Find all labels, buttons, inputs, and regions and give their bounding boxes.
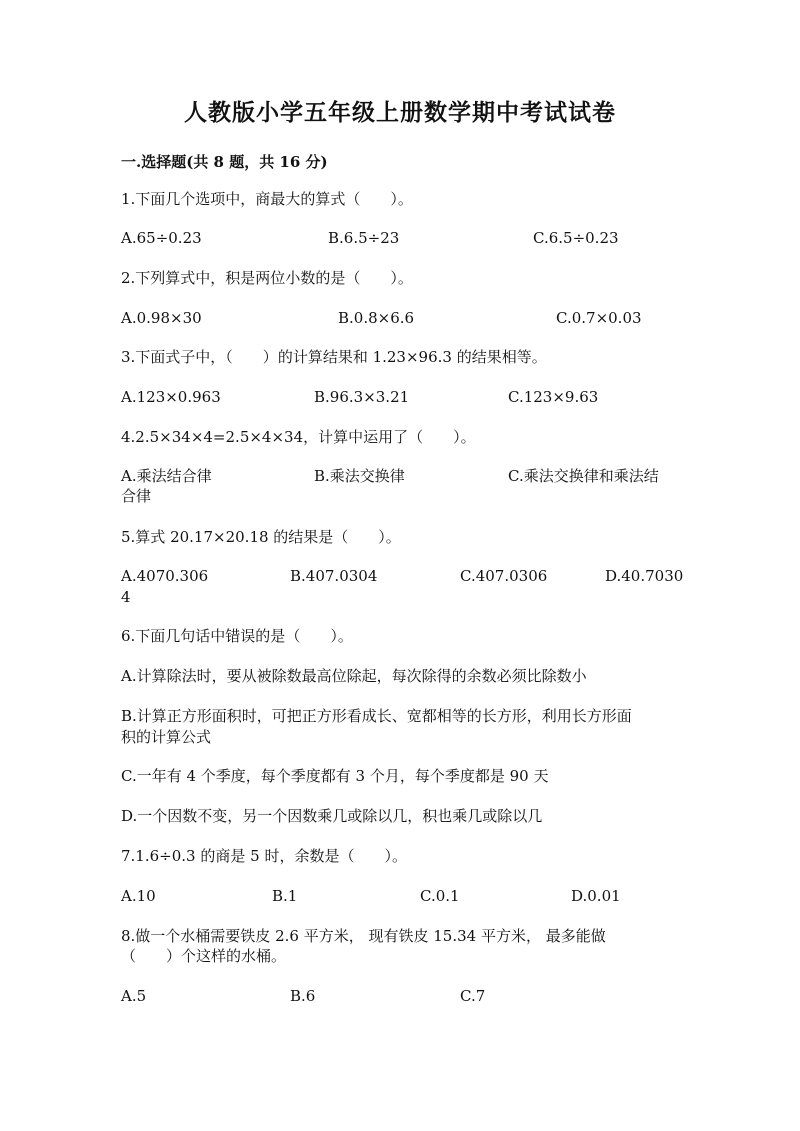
question-6-option-b: B.计算正方形面积时，可把正方形看成长、宽都相等的长方形，利用长方形面 — [121, 707, 632, 725]
question-7-option-c: C.0.1 — [420, 887, 460, 905]
question-5-option-a: A.4070.306 — [121, 567, 209, 585]
question-1-option-a: A.65÷0.23 — [121, 229, 202, 247]
question-6-stem: 6.下面几句话中错误的是（ ）。 — [121, 627, 353, 645]
question-3-option-c: C.123×9.63 — [508, 388, 599, 406]
question-2-option-a: A.0.98×30 — [121, 309, 202, 327]
question-5-stem: 5.算式 20.17×20.18 的结果是（ ）。 — [121, 528, 401, 546]
question-5-option-c: C.407.0306 — [460, 567, 548, 585]
question-6-option-a: A.计算除法时，要从被除数最高位除起，每次除得的余数必须比除数小 — [121, 667, 587, 685]
question-4-option-b: B.乘法交换律 — [314, 467, 405, 485]
question-4-option-c-continuation: 合律 — [121, 487, 152, 505]
question-8-stem: 8.做一个水桶需要铁皮 2.6 平方米， 现有铁皮 15.34 平方米， 最多能做 — [121, 927, 606, 945]
question-5-option-b: B.407.0304 — [290, 567, 378, 585]
question-6-option-c: C.一年有 4 个季度，每个季度都有 3 个月，每个季度都是 90 天 — [121, 767, 549, 785]
question-3-option-b: B.96.3×3.21 — [314, 388, 410, 406]
question-1-option-b: B.6.5÷23 — [328, 229, 400, 247]
question-7-stem: 7.1.6÷0.3 的商是 5 时，余数是（ ）。 — [121, 847, 407, 865]
question-6-option-b-continuation: 积的计算公式 — [121, 728, 212, 746]
question-6-option-d: D.一个因数不变，另一个因数乘几或除以几，积也乘几或除以几 — [121, 807, 543, 825]
question-8-stem-continuation: （ ）个这样的水桶。 — [121, 947, 287, 965]
question-2-option-b: B.0.8×6.6 — [338, 309, 415, 327]
exam-title: 人教版小学五年级上册数学期中考试试卷 — [184, 99, 616, 126]
question-3-option-a: A.123×0.963 — [121, 388, 221, 406]
question-8-option-c: C.7 — [460, 987, 486, 1005]
question-4-stem: 4.2.5×34×4=2.5×4×34，计算中运用了（ ）。 — [121, 428, 476, 446]
question-7-option-a: A.10 — [121, 887, 156, 905]
question-7-option-b: B.1 — [272, 887, 298, 905]
question-4-option-c: C.乘法交换律和乘法结 — [508, 467, 659, 485]
question-8-option-b: B.6 — [290, 987, 316, 1005]
question-4-option-a: A.乘法结合律 — [121, 467, 212, 485]
question-3-stem: 3.下面式子中，（ ）的计算结果和 1.23×96.3 的结果相等。 — [121, 348, 547, 366]
question-2-stem: 2.下列算式中，积是两位小数的是（ ）。 — [121, 269, 413, 287]
question-5-option-d-continuation: 4 — [121, 588, 131, 606]
question-1-option-c: C.6.5÷0.23 — [533, 229, 619, 247]
question-8-option-a: A.5 — [121, 987, 147, 1005]
question-2-option-c: C.0.7×0.03 — [556, 309, 642, 327]
question-1-stem: 1.下面几个选项中，商最大的算式（ ）。 — [121, 190, 413, 208]
section-title: 一.选择题(共 8 题，共 16 分) — [121, 153, 328, 171]
question-5-option-d: D.40.7030 — [605, 567, 684, 585]
question-7-option-d: D.0.01 — [571, 887, 621, 905]
